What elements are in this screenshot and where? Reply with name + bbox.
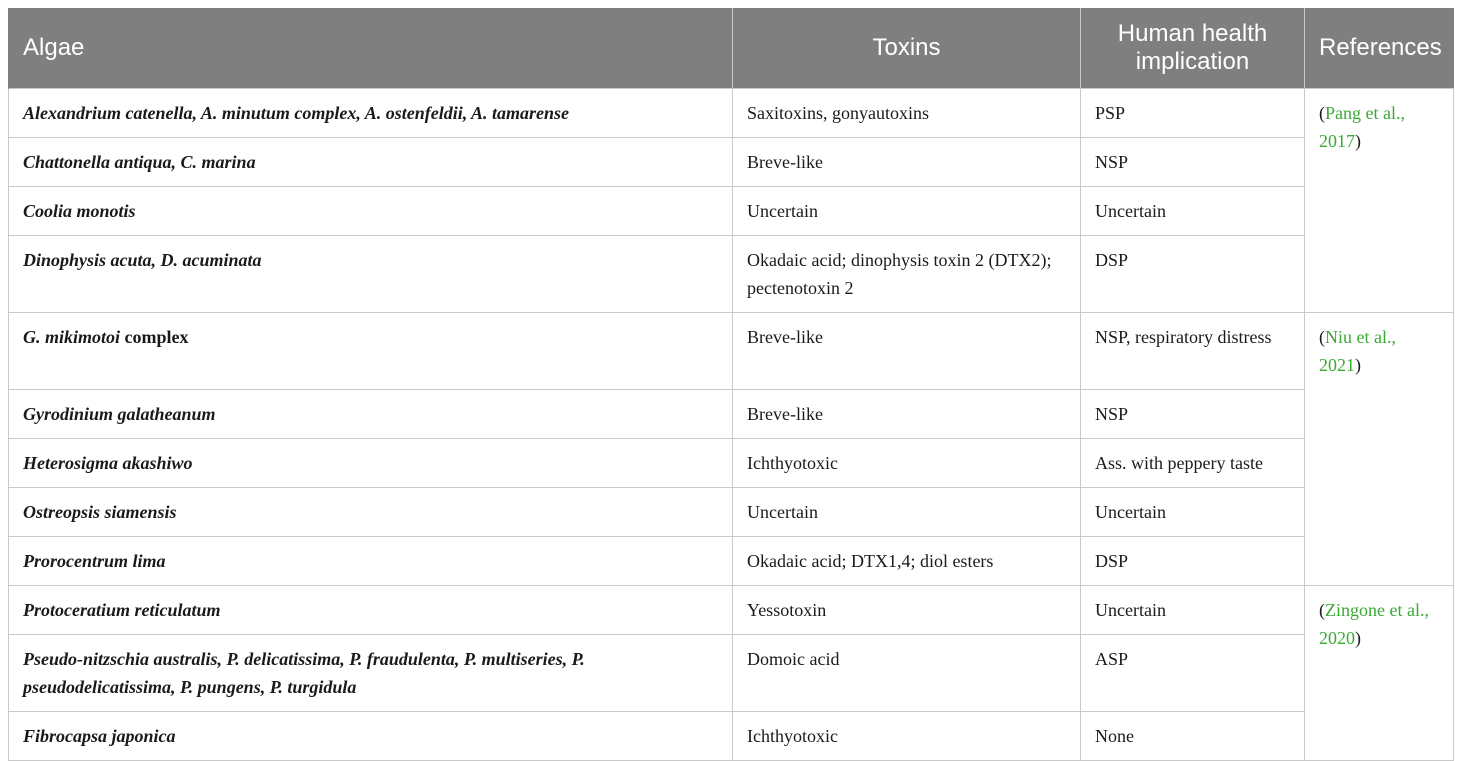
algae-cell: G. mikimotoi complex — [9, 313, 733, 390]
table-header — [9, 8, 1454, 89]
reference-link[interactable]: Niu et al., 2021 — [1319, 327, 1396, 375]
table-row — [9, 187, 1454, 236]
table-row — [9, 439, 1454, 488]
health-cell: Uncertain — [1081, 586, 1305, 635]
table-row — [9, 488, 1454, 537]
toxins-cell: Breve-like — [733, 138, 1081, 187]
toxins-cell: Okadaic acid; DTX1,4; diol esters — [733, 537, 1081, 586]
algae-cell: Prorocentrum lima — [9, 537, 733, 586]
algae-cell: Protoceratium reticulatum — [9, 586, 733, 635]
toxins-cell: Okadaic acid; dinophysis toxin 2 (DTX2); pectenotoxin 2 — [733, 236, 1081, 313]
table-row — [9, 712, 1454, 761]
health-cell: DSP — [1081, 236, 1305, 313]
health-cell: NSP — [1081, 390, 1305, 439]
table-row — [9, 537, 1454, 586]
algae-cell: Coolia monotis — [9, 187, 733, 236]
algae-cell: Gyrodinium galatheanum — [9, 390, 733, 439]
table-row — [9, 138, 1454, 187]
reference-cell: (Zingone et al., 2020) — [1305, 586, 1454, 761]
health-cell: NSP — [1081, 138, 1305, 187]
header-health: Human health implication — [1081, 8, 1305, 89]
toxins-cell: Breve-like — [733, 390, 1081, 439]
health-cell: ASP — [1081, 635, 1305, 712]
algae-cell: Dinophysis acuta, D. acuminata — [9, 236, 733, 313]
health-cell: Uncertain — [1081, 187, 1305, 236]
table-row — [9, 390, 1454, 439]
toxins-cell: Ichthyotoxic — [733, 439, 1081, 488]
toxins-cell: Uncertain — [733, 187, 1081, 236]
algae-cell: Alexandrium catenella, A. minutum complex, A. ostenfeldii, A. tamarense — [9, 89, 733, 138]
reference-link[interactable]: Zingone et al., 2020 — [1319, 600, 1429, 648]
table-row — [9, 586, 1454, 635]
table-row — [9, 313, 1454, 390]
reference-link[interactable]: Pang et al., 2017 — [1319, 103, 1405, 151]
toxins-cell: Breve-like — [733, 313, 1081, 390]
reference-cell: (Niu et al., 2021) — [1305, 313, 1454, 586]
table-row — [9, 635, 1454, 712]
algae-toxins-table — [8, 8, 1454, 761]
reference-cell: (Pang et al., 2017) — [1305, 89, 1454, 313]
table-row — [9, 236, 1454, 313]
algae-cell: Pseudo-nitzschia australis, P. delicatissima, P. fraudulenta, P. multiseries, P. pseudodelicatissima, P. pungens, P. turgidula — [9, 635, 733, 712]
header-toxins: Toxins — [733, 8, 1081, 89]
toxins-cell: Saxitoxins, gonyautoxins — [733, 89, 1081, 138]
health-cell: PSP — [1081, 89, 1305, 138]
health-cell: DSP — [1081, 537, 1305, 586]
toxins-cell: Uncertain — [733, 488, 1081, 537]
algae-cell: Ostreopsis siamensis — [9, 488, 733, 537]
health-cell: Uncertain — [1081, 488, 1305, 537]
health-cell: Ass. with peppery taste — [1081, 439, 1305, 488]
header-references: References — [1305, 8, 1454, 89]
health-cell: None — [1081, 712, 1305, 761]
health-cell: NSP, respiratory distress — [1081, 313, 1305, 390]
toxins-cell: Yessotoxin — [733, 586, 1081, 635]
toxins-cell: Domoic acid — [733, 635, 1081, 712]
algae-cell: Chattonella antiqua, C. marina — [9, 138, 733, 187]
toxins-cell: Ichthyotoxic — [733, 712, 1081, 761]
table-row — [9, 89, 1454, 138]
algae-cell: Heterosigma akashiwo — [9, 439, 733, 488]
algae-cell: Fibrocapsa japonica — [9, 712, 733, 761]
header-algae: Algae — [9, 8, 733, 89]
